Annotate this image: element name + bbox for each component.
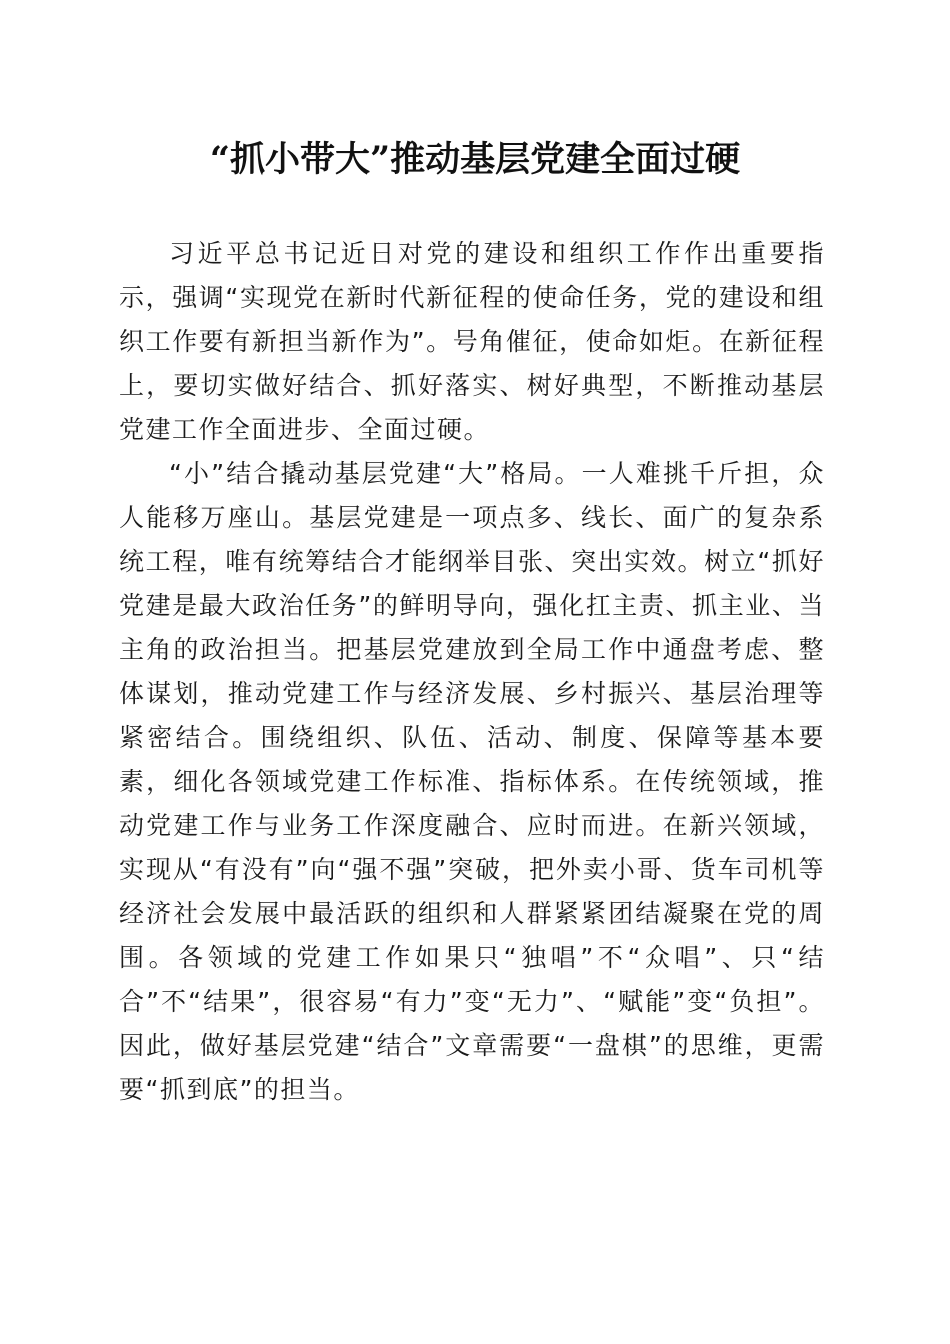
- document-title: “抓小带大”推动基层党建全面过硬: [209, 139, 741, 180]
- paragraph-intro: 习近平总书记近日对党的建设和组织工作作出重要指示，强调“实现党在新时代新征程的使命任务，党的建设和组织工作要有新担当新作为”。号角催征，使命如炬。在新征程上，要切实做好结合、抓好落实、树好典型，不断推动基层党建工作全面进步、全面过硬。: [119, 239, 825, 444]
- document-body: [119, 232, 825, 1112]
- paragraph-combination: “小”结合撬动基层党建“大”格局。一人难挑千斤担，众人能移万座山。基层党建是一项点多、线长、面广的复杂系统工程，唯有统筹结合才能纲举目张、突出实效。树立“抓好党建是最大政治任务”的鲜明导向，强化扛主责、抓主业、当主角的政治担当。把基层党建放到全局工作中通盘考虑、整体谋划，推动党建工作与经济发展、乡村振兴、基层治理等紧密结合。围绕组织、队伍、活动、制度、保障等基本要素，细化各领域党建工作标准、指标体系。在传统领域，推动党建工作与业务工作深度融合、应时而进。在新兴领域，实现从“有没有”向“强不强”突破，把外卖小哥、货车司机等经济社会发展中最活跃的组织和人群紧紧团结凝聚在党的周围。各领域的党建工作如果只“独唱”不“众唱”、只“结合”不“结果”，很容易“有力”变“无力”、“赋能”变“负担”。因此，做好基层党建“结合”文章需要“一盘棋”的思维，更需要“抓到底”的担当。: [119, 459, 825, 1104]
